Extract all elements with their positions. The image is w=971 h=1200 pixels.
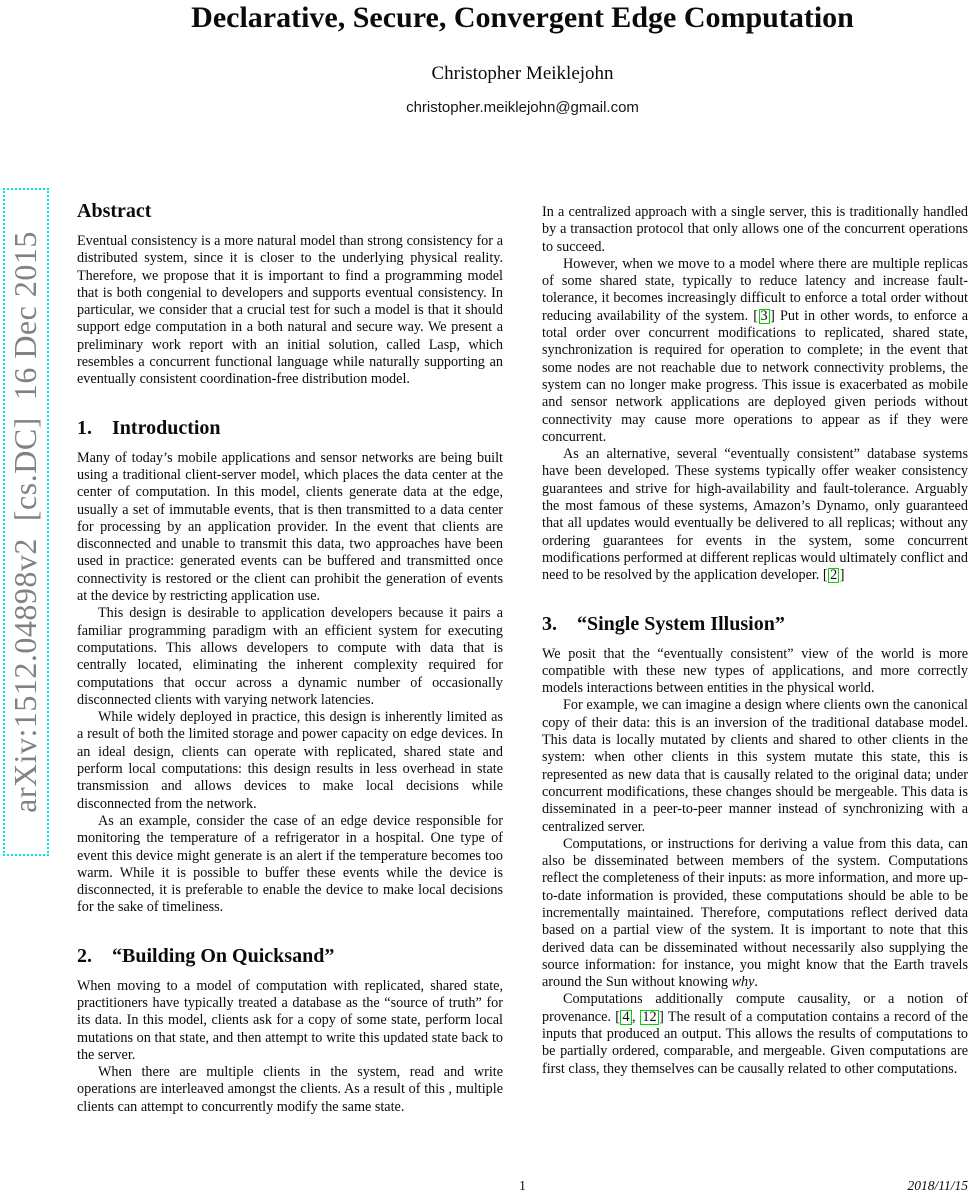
text-run: This design is desirable to application developers because it pairs a familiar programming paradigm with an efficient system for executing computations. This allows developers to compute with data that is centrally located, eliminating the inherent complexity required for computations that occur across a dynamic number of occasionally disconnected clients with varying network latencies.: [77, 605, 503, 708]
paragraph: [77, 1064, 503, 1116]
paragraph: [542, 204, 968, 256]
arxiv-stamp-text: arXiv:1512.04898v2 [cs.DC] 16 Dec 2015: [7, 231, 43, 813]
section-heading: [77, 199, 503, 223]
text-run: Computations, or instructions for deriving a value from this data, can also be disseminated between members of the system. Computations reflect the completeness of their inputs: as more information, and more up-to-date information is provided, these computations should be able to be incrementally maintained. Therefore, computations reflect derived data based on a partial view of the system. It is important to note that this derived data can be disseminated without necessarily also supplying the source information: for instance, you might know that the Earth travels around the Sun without knowing: [542, 835, 968, 991]
citation-link[interactable]: 2: [830, 567, 838, 584]
paragraph: [77, 978, 503, 1064]
paragraph: [77, 233, 503, 389]
text-run: For example, we can imagine a design where clients own the canonical copy of their data: this is an inversion of the traditional database model. This data is locally mutated by clients and shared to other clients in the system: when other clients in this system mutate this state, this is represented as new data that is causally related to the original data; under concurrent modifications, these changes should be mergeable. This data is disseminated in a peer-to-peer manner instead of synchronizing with a centralized server.: [542, 697, 968, 835]
author-name: Christopher Meiklejohn: [431, 63, 614, 84]
footer-date: 2018/11/15: [907, 1178, 968, 1193]
section-title: Abstract: [77, 200, 152, 222]
text-run: We posit that the “eventually consistent” view of the world is more compatible with these new types of applications, and more correctly models interactions between entities in the physical world.: [542, 645, 968, 697]
section-heading: [77, 944, 503, 968]
paragraph: [542, 646, 968, 698]
section-number: 3.: [542, 612, 557, 635]
section-number: 2.: [77, 944, 92, 967]
paragraph: [77, 450, 503, 606]
text-run: Computations additionally compute causality, or a notion of provenance. [: [542, 991, 968, 1025]
text-run: Many of today’s mobile applications and sensor networks are being built using a traditional client-server model, which places the data center at the center of computation. In this model, clients generate data at the edge, usually a set of immutable events, that is then transmitted to a data center for processing by an application provider. In the event that clients are disconnected and unable to transmit this data, two approaches have been used in practice: generated events can be buffered and transmitted once connectivity is restored or the client can prohibit the generation of events at the device by restricting application use.: [77, 449, 503, 605]
page-footer: [77, 1178, 968, 1194]
section-title: “Single System Illusion”: [577, 612, 785, 635]
citation-link[interactable]: 4: [622, 1008, 630, 1025]
section-heading: [77, 416, 503, 440]
text-run: ,: [632, 1008, 640, 1025]
paragraph: [77, 605, 503, 709]
paragraph: [542, 991, 968, 1077]
right-column: [542, 199, 968, 1116]
citation-link[interactable]: 3: [760, 307, 768, 324]
text-run: As an example, consider the case of an edge device responsible for monitoring the temperature of a refrigerator in a hospital. One type of event this device might generate is an alert if the temperature becomes too warm. While it is possible to buffer these events while the device is disconnected, it is preferable to enable the device to make local decisions for the sake of timeliness.: [77, 812, 503, 916]
author-email: christopher.meiklejohn@gmail.com: [406, 99, 639, 116]
page-number: 1: [519, 1178, 526, 1193]
text-run: While widely deployed in practice, this design is inherently limited as a result of both the limited storage and power capacity on edge devices. In an ideal design, clients can operate with replicated, shared state and perform local computations: this design results in less overhead in state transmission and allows devices to make local decisions while disconnected from the network.: [77, 709, 503, 812]
paragraph: [542, 836, 968, 992]
paper-content: [77, 0, 968, 1116]
text-run: As an alternative, several “eventually consistent” database systems have been developed. These systems typically offer weaker consistency guarantees and strive for high-availability and fault-tolerance. Arguably the most famous of these systems, Amazon’s Dynamo, only guaranteed that all updates would eventually be delivered to all replicas; without any ordering guarantees for events in the system, some concurrent modifications performed at different replicas would ultimately conflict and need to be resolved by the application developer. [: [542, 446, 968, 584]
text-run: However, when we move to a model where there are multiple replicas of some shared state, typically to reduce latency and increase fault-tolerance, it becomes increasingly difficult to enforce a total order without reducing availability of the system. [: [542, 255, 968, 324]
text-run: Eventual consistency is a more natural model than strong consistency for a distributed system, since it is closer to the underlying physical reality. Therefore, we propose that it is important to find a programming model that is both congenial to developers and supports eventual consistency. In particular, we consider that a crucial test for such a model is that it should support edge computation in a both natural and secure way. We present a preliminary work report with an initial solution, called Lasp, which resembles a concurrent functional language while naturally supporting an eventually consistent coordination-free distribution model.: [77, 233, 503, 388]
emphasis-text: why: [731, 974, 755, 991]
paragraph: [77, 709, 503, 813]
paragraph: [542, 697, 968, 835]
text-run: ]: [839, 567, 845, 584]
section-heading: [542, 612, 968, 636]
text-run: ] The result of a computation contains a record of the inputs that produced an output. This allows the results of computations to be partially ordered, comparable, and mergeable. Given computations are first class, they themselves can be causally related to other computations.: [542, 1008, 969, 1077]
citation-link[interactable]: 12: [642, 1008, 657, 1025]
section-number: 1.: [77, 416, 92, 439]
text-run: When there are multiple clients in the system, read and write operations are interleaved amongst the clients. As a result of this , multiple clients can attempt to concurrently modify the same state.: [77, 1064, 503, 1115]
section-title: Introduction: [112, 416, 221, 439]
paper-title: Declarative, Secure, Convergent Edge Computation: [191, 1, 854, 34]
paragraph: [542, 256, 968, 446]
text-run: .: [754, 974, 758, 991]
section-title: “Building On Quicksand”: [112, 944, 335, 967]
text-run: ] Put in other words, to enforce a total order over concurrent modifications to replicated, shared state, synchronization is required for operation to complete; in the event that some nodes are not reachable due to network connectivity problems, the system can no longer make progress. This issue is exacerbated as mobile and sensor network applications are deployed given periods without connectivity may cause more operations to appear as if they were concurrent.: [542, 307, 968, 445]
left-column: [77, 199, 503, 1116]
text-run: In a centralized approach with a single server, this is traditionally handled by a transaction protocol that only allows one of the concurrent operations to succeed.: [542, 204, 968, 255]
text-run: When moving to a model of computation with replicated, shared state, practitioners have typically treated a database as the “source of truth” for its data. In this model, clients ask for a copy of some state, perform local mutations on that state, and then attempt to write this updated state back to the server.: [77, 977, 503, 1063]
two-column-body: [77, 199, 968, 1116]
paragraph: [542, 446, 968, 584]
paragraph: [77, 813, 503, 917]
